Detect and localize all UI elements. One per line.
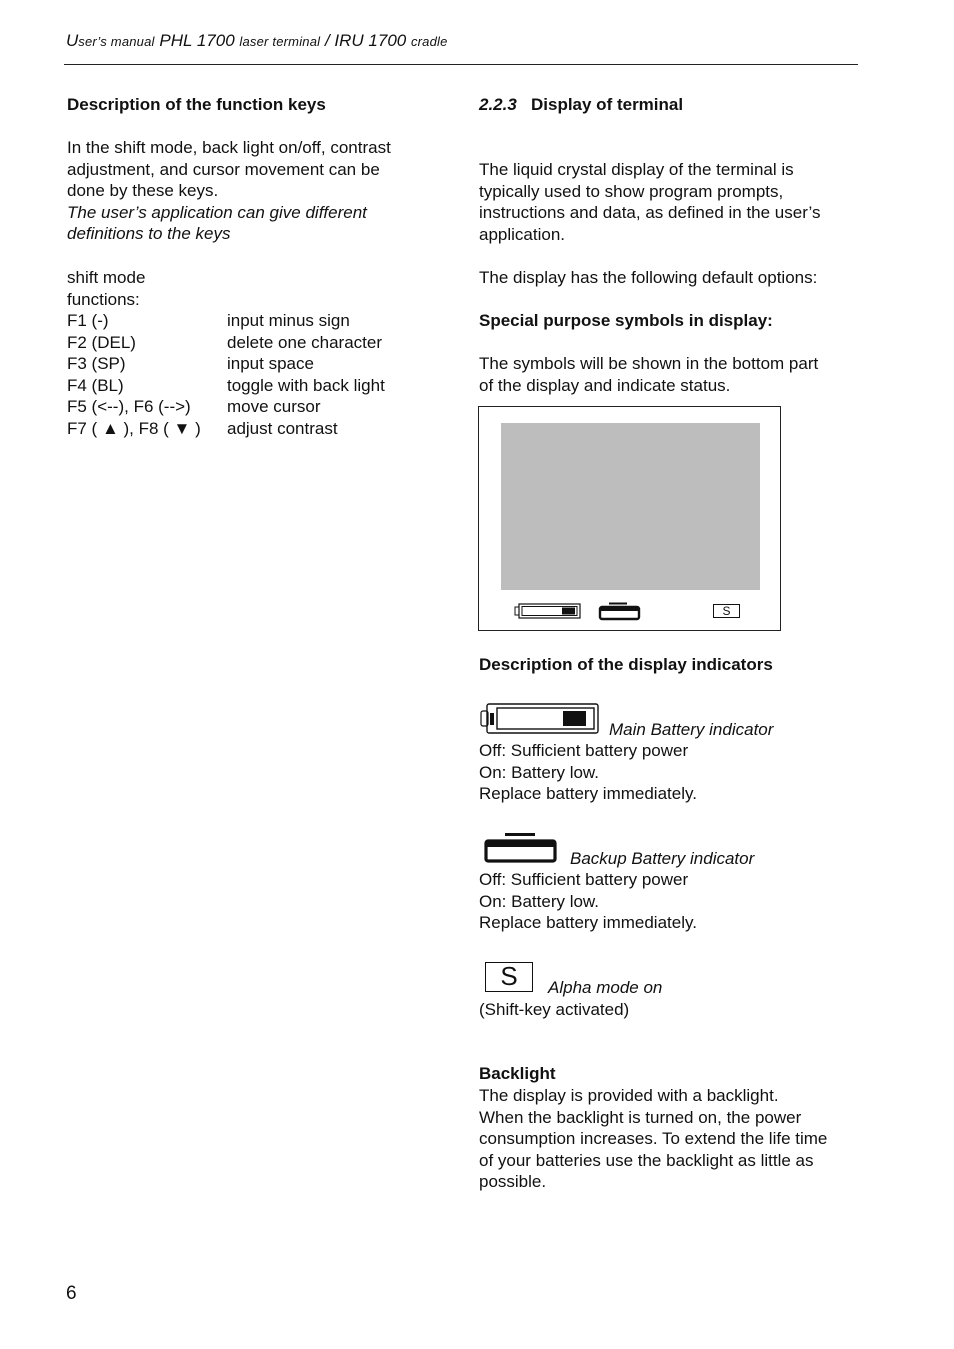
backup-battery-label: Backup Battery indicator [570,849,755,868]
main-battery-description [479,740,869,805]
backlight-heading: Backlight [479,1064,556,1083]
section-title: Display of terminal [530,95,684,114]
indicators-heading: Description of the display indicators [479,655,773,674]
key-description: adjust contrast [227,418,338,438]
key-description: move cursor [227,397,321,416]
header-phl: PHL 1700 [154,31,240,50]
backlight-line: The display is provided with a backlight. [479,1086,779,1105]
intro-line: done by these keys. [67,181,219,201]
lcd-alpha-indicator: S [713,604,740,618]
header-iru: / IRU 1700 [320,31,411,50]
shift-mode-line: functions: [67,289,140,309]
header-rule [64,64,858,65]
intro-line: In the shift mode, back light on/off, contrast [67,138,391,157]
backlight-line: When the backlight is turned on, the power [479,1107,802,1127]
header-cradle: cradle [410,34,448,49]
lcd-main-battery-icon [513,600,583,622]
intro-line: adjustment, and cursor movement can be [67,159,380,179]
backup-battery-line: On: Battery low. [479,891,599,911]
special-symbols-heading: Special purpose symbols in display: [479,311,773,330]
intro-line: application. [479,224,566,244]
section-number: 2.2.3 [479,95,517,114]
header-laser-terminal: laser terminal [239,34,321,49]
backup-battery-line: Off: Sufficient battery power [479,870,689,889]
shift-mode-label [67,267,427,310]
backlight-description [479,1085,869,1193]
function-keys-heading: Description of the function keys [67,95,326,114]
page-number: 6 [66,1283,77,1304]
backlight-line: possible. [479,1172,547,1192]
key-description: input minus sign [227,311,350,330]
symbols-description [479,353,869,396]
section-heading [479,94,869,116]
key-description: toggle with back light [227,375,385,395]
backup-battery-description [479,869,869,934]
lcd-screen-area [501,423,760,590]
alpha-mode-label: Alpha mode on [548,978,663,997]
key-name: F7 ( ▲ ), F8 ( ▼ ) [67,418,201,438]
key-name: F4 (BL) [67,375,124,395]
symbols-line: The symbols will be shown in the bottom part [479,354,819,373]
alpha-mode-note: (Shift-key activated) [479,1000,630,1019]
main-battery-line: Replace battery immediately. [479,784,697,804]
key-description: input space [227,354,314,373]
header-users-manual: ser’s manual [78,34,155,49]
intro-line: typically used to show program prompts, [479,181,784,201]
alpha-mode-icon: S [485,962,533,992]
default-options-text: The display has the following default options: [479,268,818,287]
italic-note-line: definitions to the keys [67,224,231,244]
key-name: F2 (DEL) [67,332,136,352]
main-battery-line: Off: Sufficient battery power [479,741,689,760]
intro-line: instructions and data, as defined in the user’s [479,203,821,223]
key-name: F5 (<--), F6 (-->) [67,397,191,416]
key-description: delete one character [227,332,382,352]
main-battery-line: On: Battery low. [479,762,599,782]
backlight-line: of your batteries use the backlight as little as [479,1150,814,1170]
symbols-line: of the display and indicate status. [479,375,731,395]
backup-battery-icon [483,831,559,865]
display-intro [479,159,869,245]
header-u: U [66,31,79,50]
italic-note-line: The user’s application can give different [67,202,367,222]
lcd-backup-battery-icon [598,601,642,623]
intro-line: The liquid crystal display of the terminal is [479,160,794,179]
main-battery-label: Main Battery indicator [609,720,774,739]
key-name: F3 (SP) [67,354,126,373]
shift-mode-line: shift mode [67,268,146,287]
main-battery-icon [479,702,601,736]
function-keys-intro [67,137,427,245]
backlight-line: consumption increases. To extend the life time [479,1129,828,1149]
backup-battery-line: Replace battery immediately. [479,913,697,933]
key-name: F1 (-) [67,311,109,330]
running-header [66,30,448,53]
